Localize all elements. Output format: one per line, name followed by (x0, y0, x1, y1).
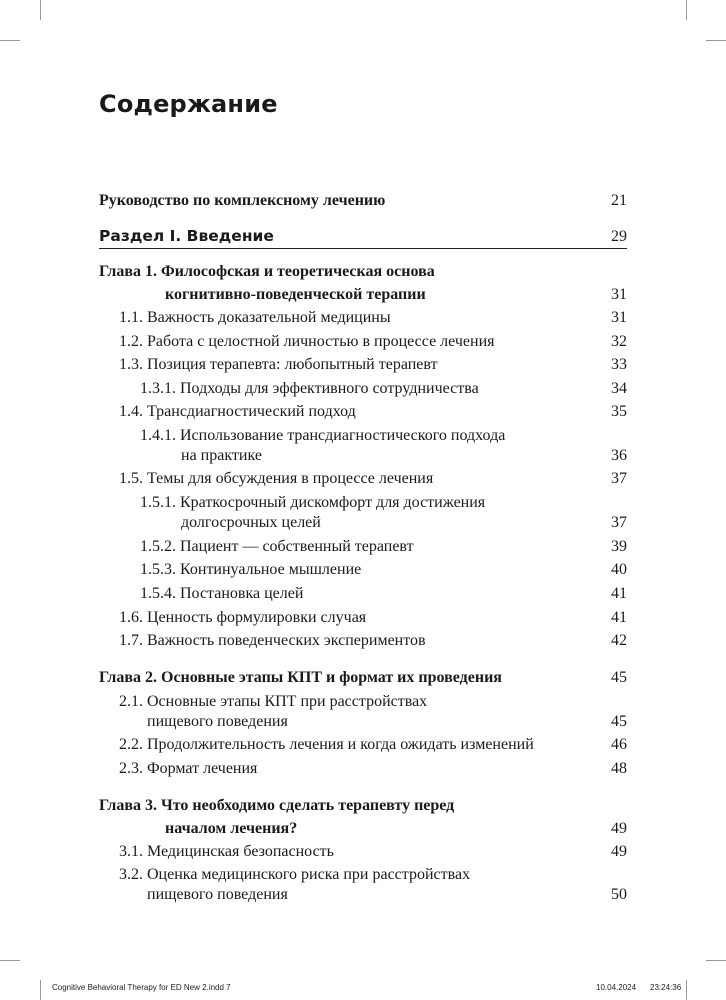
toc-page-number: 33 (611, 356, 627, 373)
toc-entry-chapter-3[interactable]: Глава 3. Что необходимо сделать терапевту перед (99, 797, 455, 814)
toc-entry-1-5-1[interactable]: 1.5.1. Краткосрочный дискомфорт для достижения (140, 494, 486, 511)
toc-page-number: 50 (611, 886, 627, 903)
toc-page-number: 49 (611, 820, 627, 837)
toc-entry-3-2[interactable]: 3.2. Оценка медицинского риска при расстройствах (119, 866, 471, 883)
footer-date: 10.04.2024 (596, 983, 637, 992)
toc-page-number: 39 (611, 538, 627, 555)
toc-entry-1-5[interactable]: 1.5. Темы для обсуждения в процессе лечения (119, 470, 434, 487)
toc-page-number: 42 (611, 632, 627, 649)
toc-entry-2-1-cont: пищевого поведения (147, 713, 288, 730)
toc-entry-chapter-1[interactable]: Глава 1. Философская и теоретическая основа (99, 263, 435, 280)
footer-file-info: Cognitive Behavioral Therapy for ED New 2.indd 7 (52, 983, 231, 992)
toc-page-number: 46 (611, 736, 627, 753)
toc-entry-1-5-3[interactable]: 1.5.3. Континуальное мышление (140, 561, 362, 578)
toc-page-number: 37 (611, 470, 627, 487)
toc-entry-chapter-3-cont: началом лечения? (165, 820, 298, 837)
toc-entry-1-4-1[interactable]: 1.4.1. Использование трансдиагностического подхода (140, 427, 506, 444)
toc-entry-1-1[interactable]: 1.1. Важность доказательной медицины (119, 309, 391, 326)
toc-entry-2-1[interactable]: 2.1. Основные этапы КПТ при расстройствах (119, 693, 428, 710)
footer-time: 23:24:36 (650, 983, 682, 992)
toc-page-number: 31 (611, 286, 627, 303)
toc-entry-3-1[interactable]: 3.1. Медицинская безопасность (119, 843, 334, 860)
toc-entry-1-4-1-cont: на практике (181, 447, 262, 464)
toc-page-number: 21 (611, 192, 627, 209)
toc-entry-1-5-2[interactable]: 1.5.2. Пациент — собственный терапевт (140, 538, 414, 555)
toc-page-number: 34 (611, 380, 627, 397)
toc-page-number: 49 (611, 843, 627, 860)
toc-entry-guide[interactable]: Руководство по комплексному лечению (99, 192, 386, 209)
toc-entry-2-3[interactable]: 2.3. Формат лечения (119, 760, 258, 777)
toc-entry-1-7[interactable]: 1.7. Важность поведенческих экспериментов (119, 632, 426, 649)
toc-entry-1-5-4[interactable]: 1.5.4. Постановка целей (140, 585, 304, 602)
toc-entry-1-3[interactable]: 1.3. Позиция терапевта: любопытный терапевт (119, 356, 438, 373)
toc-page-number: 41 (611, 585, 627, 602)
toc-page-number: 36 (611, 447, 627, 464)
toc-entry-1-3-1[interactable]: 1.3.1. Подходы для эффективного сотрудничества (140, 380, 479, 397)
toc-entry-1-5-1-cont: долгосрочных целей (181, 514, 321, 531)
toc-entry-1-6[interactable]: 1.6. Ценность формулировки случая (119, 609, 367, 626)
toc-entry-2-2[interactable]: 2.2. Продолжительность лечения и когда ожидать изменений (119, 736, 534, 753)
toc-page-number: 45 (611, 669, 627, 686)
toc-page-number: 31 (611, 309, 627, 326)
toc-page-number: 41 (611, 609, 627, 626)
toc-page-number: 32 (611, 333, 627, 350)
toc-entry-chapter-2[interactable]: Глава 2. Основные этапы КПТ и формат их проведения (99, 669, 502, 686)
toc-page-number: 35 (611, 403, 627, 420)
toc-page-number: 40 (611, 561, 627, 578)
toc-page-number: 48 (611, 760, 627, 777)
toc-entry-3-2-cont: пищевого поведения (147, 886, 288, 903)
page-title: Содержание (99, 90, 278, 118)
toc-entry-chapter-1-cont: когнитивно-поведенческой терапии (165, 286, 426, 303)
toc-entry-section-1[interactable]: Раздел I. Введение (99, 227, 274, 245)
toc-page-number: 37 (611, 514, 627, 531)
toc-entry-1-2[interactable]: 1.2. Работа с целостной личностью в процессе лечения (119, 333, 495, 350)
toc-page-number: 29 (611, 228, 627, 245)
toc-entry-1-4[interactable]: 1.4. Трансдиагностический подход (119, 403, 356, 420)
toc-page-number: 45 (611, 713, 627, 730)
section-divider (99, 248, 627, 249)
